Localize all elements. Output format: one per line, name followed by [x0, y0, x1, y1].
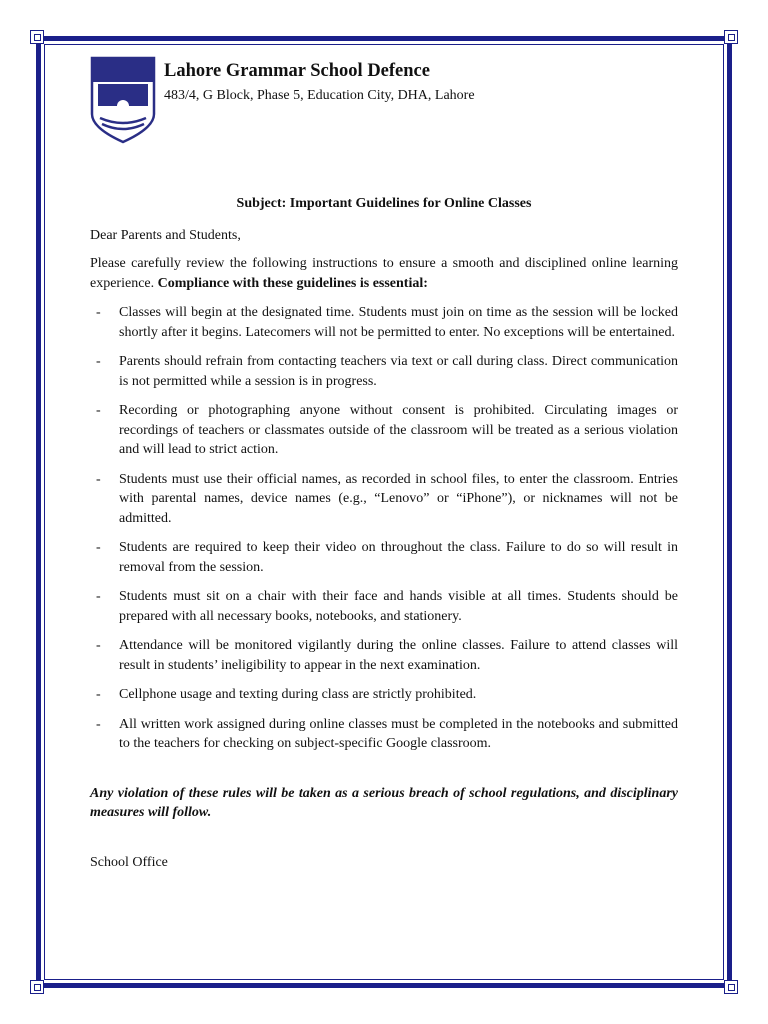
letter-greeting: Dear Parents and Students, [90, 227, 241, 243]
school-logo [90, 56, 156, 144]
guideline-text: Parents should refrain from contacting teachers via text or call during class. Direct communication is not permitted while a session is in progress. [119, 354, 678, 389]
guideline-text: Students are required to keep their video on throughout the class. Failure to do so will result in removal from the session. [119, 540, 678, 575]
letter-intro [90, 254, 678, 293]
guideline-item [90, 352, 678, 391]
guideline-text: All written work assigned during online classes must be completed in the notebooks and submitted to the teachers for checking on subject-specific Google classroom. [119, 716, 678, 751]
bullet-dash: - [96, 305, 101, 320]
guideline-item [90, 401, 678, 460]
bullet-dash: - [96, 716, 101, 732]
school-name: Lahore Grammar School Defence [164, 61, 430, 81]
intro-text: Please carefully review the following instructions to ensure a smooth and disciplined online learning experience. [90, 256, 678, 291]
guideline-text: Students must use their official names, as recorded in school files, to enter the classroom. Entries with parental names, device names (e.g., “Lenovo” or “iPhone”), or nicknames will not be admitted. [119, 471, 678, 526]
border-corner-bottom-right [724, 980, 738, 994]
bullet-dash: - [96, 354, 101, 369]
bullet-dash: - [96, 638, 101, 653]
bullet-dash: - [96, 540, 101, 555]
guideline-item [90, 587, 678, 626]
guideline-item [90, 303, 678, 342]
guideline-text: Attendance will be monitored vigilantly during the online classes. Failure to attend classes will result in students’ ineligibility to appear in the next examination. [119, 638, 678, 673]
bullet-dash: - [96, 589, 101, 604]
intro-emphasis: Compliance with these guidelines is essential: [157, 275, 428, 291]
bullet-dash: - [96, 687, 101, 702]
bullet-dash: - [96, 403, 101, 418]
border-corner-bottom-left [30, 980, 44, 994]
guideline-text: Classes will begin at the designated time. Students must join on time as the session will be locked shortly after it begins. Latecomers will not be permitted to enter. No exceptions will be entertained. [119, 305, 678, 340]
guideline-item [90, 715, 678, 754]
guideline-item [90, 685, 678, 705]
letter-subject: Subject: Important Guidelines for Online Classes [236, 196, 532, 211]
letterhead [90, 56, 678, 148]
violation-warning: Any violation of these rules will be taken as a serious breach of school regulations, and disciplinary measures will follow. [90, 785, 678, 820]
guideline-item [90, 538, 678, 577]
guideline-text: Recording or photographing anyone without consent is prohibited. Circulating images or recordings of teachers or classmates outside of the classroom will be treated as a serious violation and will lead to strict action. [119, 403, 678, 457]
guideline-text: Students must sit on a chair with their face and hands visible at all times. Students should be prepared with all necessary books, notebooks, and stationery. [119, 589, 678, 624]
border-corner-top-right [724, 30, 738, 44]
school-address: 483/4, G Block, Phase 5, Education City, DHA, Lahore [164, 88, 475, 103]
letter-body [90, 56, 678, 872]
guideline-item [90, 636, 678, 675]
guideline-text: Cellphone usage and texting during class are strictly prohibited. [119, 687, 477, 702]
letter-signoff: School Office [90, 854, 168, 870]
guidelines-list [90, 303, 678, 754]
bullet-dash: - [96, 471, 101, 487]
border-corner-top-left [30, 30, 44, 44]
guideline-item [90, 470, 678, 529]
